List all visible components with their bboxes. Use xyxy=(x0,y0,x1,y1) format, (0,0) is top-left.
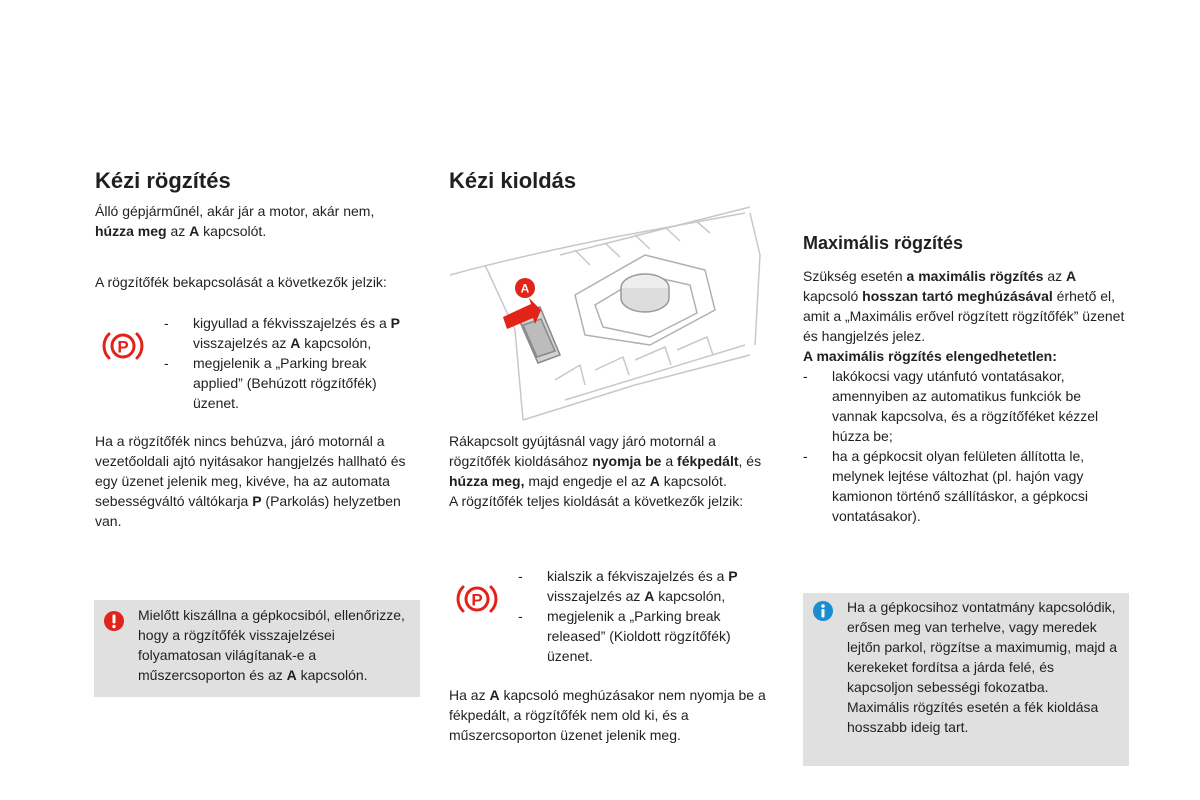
info-text: Ha a gépkocsihoz vontatmány kapcsolódik, erősen meg van terhelve, vagy meredek lejtőn parkol, rögzítse a maximumig, majd a kerekeket fordítsa a járda felé, és kapcsoljon sebességi fokozatba. Maximális rögzítés esetén a fék kioldása hosszabb ideig tart. xyxy=(847,599,1117,735)
list-item: - megjelenik a „Parking break released” (Kioldott rögzítőfék) üzenet. xyxy=(518,606,768,666)
parking-brake-icon xyxy=(99,326,147,366)
warning-icon xyxy=(103,610,125,632)
max-apply-paragraph: Szükség esetén a maximális rögzítés az A kapcsoló hosszan tartó meghúzásával érhető el, amit a „Maximális erővel rögzített rögzítőfék” üzenet és hangjelzés jelez. A maximális rögzítés elengedhetetlen: xyxy=(803,268,1125,364)
parking-brake-icon xyxy=(453,579,501,619)
list-item: - megjelenik a „Parking break applied” (Behúzott rögzítőfék) üzenet. xyxy=(164,353,414,413)
release-instruction-paragraph: Rákapcsolt gyújtásnál vagy járó motornál a rögzítőfék kioldásához nyomja be a fékpedált, és húzza meg, majd engedje el az A kapcsolót. A rögzítőfék teljes kioldását a következők jelzik: xyxy=(449,433,762,509)
section-subtitle-max-apply: Maximális rögzítés xyxy=(803,233,964,253)
info-icon xyxy=(812,600,834,622)
list-item: - ha a gépkocsit olyan felületen állította le, melynek lejtése változhat (pl. hajón vagy kamionon történő szállításkor, a gépkocsi vontatásakor). xyxy=(803,446,1128,526)
warning-text: Mielőtt kiszállna a gépkocsiból, ellenőrizze, hogy a rögzítőfék visszajelzései folyamatosan világítanak-e a műszercsoporton és az A kapcsolón. xyxy=(138,607,405,683)
release-signal-list xyxy=(518,566,768,666)
section-title-manual-apply: Kézi rögzítés xyxy=(95,168,231,193)
apply-signal-intro: A rögzítőfék bekapcsolását a következők jelzik: xyxy=(95,274,387,290)
list-item: - kialszik a fékviszajelzés és a P visszajelzés az A kapcsolón, xyxy=(518,566,768,606)
apply-signal-list xyxy=(164,313,414,413)
section-title-manual-release: Kézi kioldás xyxy=(449,168,577,193)
switch-illustration xyxy=(445,195,775,425)
release-note-paragraph: Ha az A kapcsoló meghúzásakor nem nyomja be a fékpedált, a rögzítőfék nem old ki, és a műszercsoporton üzenet jelenik meg. xyxy=(449,687,766,743)
max-apply-list xyxy=(803,366,1128,526)
door-warning-paragraph: Ha a rögzítőfék nincs behúzva, járó motornál a vezetőoldali ajtó nyitásakor hangjelzés hallható és egy üzenet jelenik meg, kivéve, ha az automata sebességváltó váltókarja P (Parkolás) helyzetben van. xyxy=(95,433,406,529)
intro-paragraph: Álló gépjárműnél, akár jár a motor, akár nem, húzza meg az A kapcsolót. xyxy=(95,203,375,239)
list-item: - kigyullad a fékvisszajelzés és a P visszajelzés az A kapcsolón, xyxy=(164,313,414,353)
callout-label-a: A xyxy=(520,281,530,296)
list-item: - lakókocsi vagy utánfutó vontatásakor, amennyiben az automatikus funkciók be vannak kapcsolva, és a rögzítőféket kézzel húzza be; xyxy=(803,366,1128,446)
